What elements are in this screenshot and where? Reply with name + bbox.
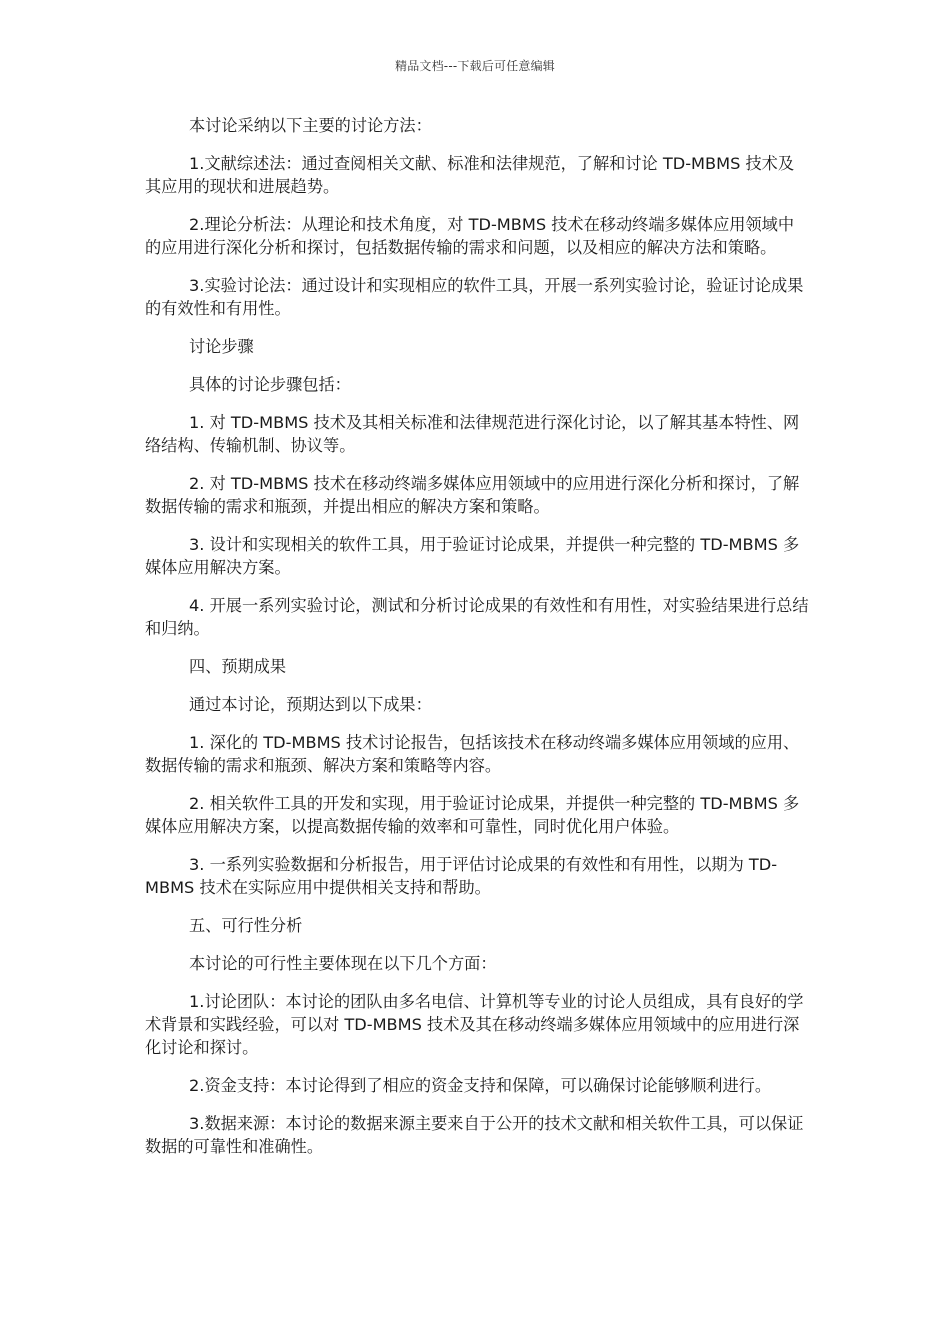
paragraph-step-3: 3. 设计和实现相关的软件工具，用于验证讨论成果，并提供一种完整的 TD-MBMS 多媒体应用解决方案。 [145,535,800,577]
paragraph-results-intro: 通过本讨论，预期达到以下成果： [189,695,432,714]
paragraph-step-4: 4. 开展一系列实验讨论，测试和分析讨论成果的有效性和有用性，对实验结果进行总结和归纳。 [145,596,809,638]
paragraph-step-2: 2. 对 TD-MBMS 技术在移动终端多媒体应用领域中的应用进行深化分析和探讨，了解数据传输的需求和瓶颈，并提出相应的解决方案和策略。 [145,474,800,516]
section-heading-feasibility: 五、可行性分析 [189,916,303,935]
paragraph-intro-methods: 本讨论采纳以下主要的讨论方法： [189,116,432,135]
paragraph-result-3: 3. 一系列实验数据和分析报告，用于评估讨论成果的有效性和有用性，以期为 TD-MBMS 技术在实际应用中提供相关支持和帮助。 [145,855,778,897]
document-body [145,114,810,1173]
section-heading-expected-results: 四、预期成果 [189,657,287,676]
paragraph-step-1: 1. 对 TD-MBMS 技术及其相关标准和法律规范进行深化讨论，以了解其基本特性、网络结构、传输机制、协议等。 [145,413,800,455]
paragraph-result-1: 1. 深化的 TD-MBMS 技术讨论报告，包括该技术在移动终端多媒体应用领域的应用、数据传输的需求和瓶颈、解决方案和策略等内容。 [145,733,800,775]
paragraph-method-experiment: 3.实验讨论法：通过设计和实现相应的软件工具，开展一系列实验讨论，验证讨论成果的有效性和有用性。 [145,276,804,318]
paragraph-feasibility-funding: 2.资金支持：本讨论得到了相应的资金支持和保障，可以确保讨论能够顺利进行。 [189,1076,772,1095]
paragraph-method-theory: 2.理论分析法：从理论和技术角度，对 TD-MBMS 技术在移动终端多媒体应用领域中的应用进行深化分析和探讨，包括数据传输的需求和问题，以及相应的解决方法和策略。 [145,215,795,257]
paragraph-result-2: 2. 相关软件工具的开发和实现，用于验证讨论成果，并提供一种完整的 TD-MBMS 多媒体应用解决方案，以提高数据传输的效率和可靠性，同时优化用户体验。 [145,794,800,836]
paragraph-feasibility-data: 3.数据来源：本讨论的数据来源主要来自于公开的技术文献和相关软件工具，可以保证数据的可靠性和准确性。 [145,1114,804,1156]
paragraph-feasibility-team: 1.讨论团队：本讨论的团队由多名电信、计算机等专业的讨论人员组成，具有良好的学术背景和实践经验，可以对 TD-MBMS 技术及其在移动终端多媒体应用领域中的应用进行深化讨论和探讨。 [145,992,804,1057]
paragraph-method-literature: 1.文献综述法：通过查阅相关文献、标准和法律规范，了解和讨论 TD-MBMS 技术及其应用的现状和进展趋势。 [145,154,795,196]
paragraph-steps-intro: 具体的讨论步骤包括： [189,375,351,394]
page-header: 精品文档---下载后可任意编辑 [395,59,555,73]
section-heading-steps: 讨论步骤 [189,337,254,356]
paragraph-feasibility-intro: 本讨论的可行性主要体现在以下几个方面： [189,954,497,973]
